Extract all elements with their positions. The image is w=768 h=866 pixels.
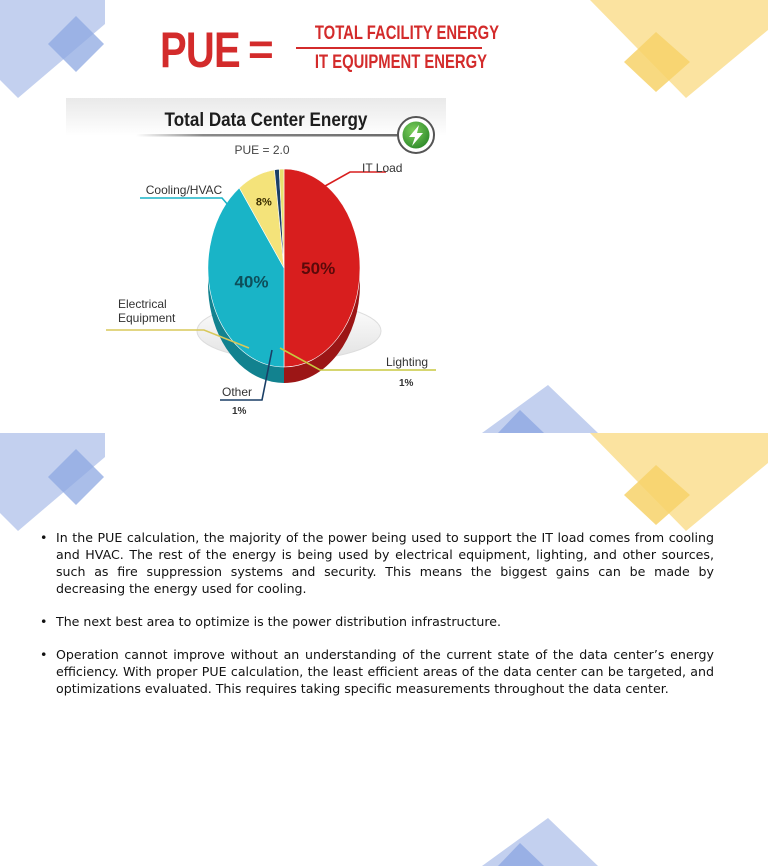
deco-blue-bottom-right-2 xyxy=(482,818,598,866)
deco-yellow-top-right-2 xyxy=(590,433,768,531)
category-label-it-load: IT Load xyxy=(362,161,403,175)
bullet-text: In the PUE calculation, the majority of the power being used to support the IT load comes from cooling and HVAC. The rest of the energy is being used by electrical equipment, lighting, and other sources, such as fire suppression systems and security. This means the biggest gains can be made by decreasing the energy used for cooling. xyxy=(56,530,714,596)
bullet-text: The next best area to optimize is the power distribution infrastructure. xyxy=(56,614,501,629)
pie-chart xyxy=(66,98,446,428)
deco-yellow-top-right xyxy=(590,0,768,98)
value-label-lighting: 1% xyxy=(399,378,414,389)
bullet-item xyxy=(40,613,714,630)
category-label-lighting: Lighting xyxy=(386,355,429,369)
value-label-cooling-hvac: 40% xyxy=(234,272,269,292)
category-label-electrical-equipment: Electrical Equipment xyxy=(118,297,176,325)
formula-numerator: TOTAL FACILITY ENERGY xyxy=(314,23,500,44)
pue-formula xyxy=(160,20,500,80)
formula-denominator: IT EQUIPMENT ENERGY xyxy=(314,52,487,73)
bullet-item xyxy=(40,529,714,597)
slide-bottom xyxy=(0,433,768,866)
deco-blue-bottom-right xyxy=(482,385,598,433)
lightning-icon xyxy=(398,117,434,153)
bullet-marker: • xyxy=(40,614,48,629)
category-label-other: Other xyxy=(222,385,253,399)
equals-sign: = xyxy=(248,25,274,74)
chart-title: Total Data Center Energy xyxy=(164,109,368,131)
value-label-other: 1% xyxy=(232,406,247,417)
bullet-marker: • xyxy=(40,647,48,662)
bullet-item xyxy=(40,646,714,697)
value-label-electrical-equipment: 8% xyxy=(255,196,272,209)
title-rule xyxy=(136,134,404,137)
bullet-text: Operation cannot improve without an understanding of the current state of the data center’s energy efficiency. With proper PUE calculation, the least efficient areas of the data center can be targeted, and optimizations evaluated. This requires taking specific measurements throughout the data center. xyxy=(56,647,714,696)
fraction-bar xyxy=(296,47,482,49)
value-label-it-load: 50% xyxy=(301,258,336,278)
pie-chart-panel xyxy=(66,98,446,428)
chart-subtitle: PUE = 2.0 xyxy=(234,143,290,157)
category-label-cooling-hvac: Cooling/HVAC xyxy=(145,183,223,197)
pue-label: PUE xyxy=(160,22,240,78)
bullet-list xyxy=(40,529,714,713)
bullet-marker: • xyxy=(40,530,48,545)
